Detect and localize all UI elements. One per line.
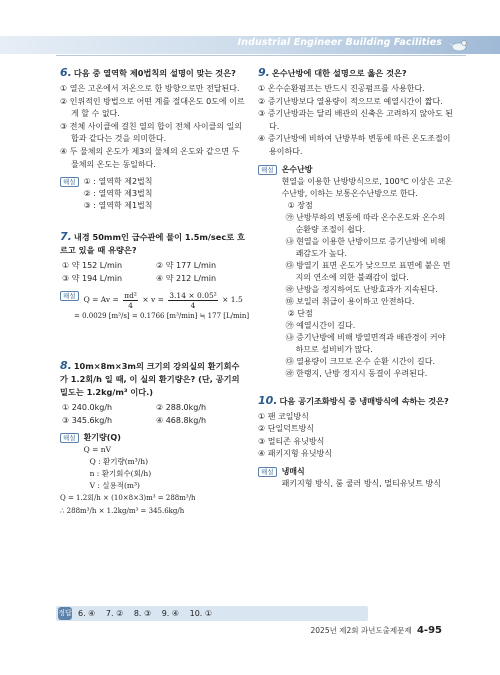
- explanation-line: ㉯ 현열을 이용한 난방이므로 증기난방에 비해 쾌감도가 높다.: [285, 236, 446, 258]
- option[interactable]: ③ 약 194 L/min: [62, 273, 123, 283]
- explanation-line: ③ : 열역학 제1법칙: [83, 201, 153, 211]
- explanation-tag: 해설: [258, 165, 277, 175]
- explanation-line: ㉯ 증기난방에 비해 방열면적과 배관경이 커야 하므로 설비비가 많다.: [285, 332, 446, 354]
- question-6: [60, 66, 246, 212]
- formula-line: Q = Av = $\frac{\text{πd²}}{4}$ × v = $\frac{\text{3.14 × 0.05²}}{4}$ × 1.5: [83, 290, 243, 310]
- header-bar: [0, 36, 500, 54]
- explanation: [258, 164, 454, 380]
- explanation-tag: 해설: [60, 177, 79, 187]
- option[interactable]: ① 팬 코일방식: [258, 411, 309, 421]
- explanation-line: 현열을 이용한 난방방식으로, 100℃ 이상은 고온수난방, 이하는 보통온수난방으로 한다.: [281, 176, 453, 198]
- explanation: [60, 176, 246, 212]
- formula-line: Q : 환기량(m³/h): [89, 457, 149, 467]
- exam-label: 2025년 제2회 과년도출제문제: [310, 626, 412, 635]
- explanation-tag: 해설: [60, 433, 79, 443]
- option[interactable]: ④ 증기난방에 비하여 난방부하 변동에 따른 온도조절이 용이하다.: [258, 134, 451, 156]
- explanation-line: ② 단점: [287, 308, 313, 318]
- option[interactable]: ③ 전체 사이클에 걸친 열의 합이 전체 사이클의 일의 합과 같다는 것을 의미한다.: [60, 121, 243, 144]
- answer-key-tag: 정답: [58, 607, 72, 620]
- options-grid: [60, 402, 246, 427]
- question-9: [258, 66, 454, 380]
- option[interactable]: ④ 패키지형 유닛방식: [258, 449, 333, 459]
- question-title: 8. 10m×8m×3m의 크기의 강의실의 환기회수가 1.2회/h 일 때, 이 실의 환기량은? (단, 공기의 밀도는 1.2kg/m³ 이다.): [60, 358, 240, 397]
- explanation-line: ① : 열역학 제2법칙: [83, 177, 153, 187]
- explanation-line: ① 장점: [287, 200, 313, 210]
- explanation-heading: 온수난방: [281, 164, 313, 174]
- explanation-tag: 해설: [60, 291, 79, 301]
- options-grid: [60, 260, 246, 285]
- answer-item: 10. ①: [189, 609, 213, 618]
- answer-item: 6. ④: [78, 609, 96, 618]
- question-title: 10. 다음 공기조화방식 중 냉매방식에 속하는 것은?: [258, 393, 449, 407]
- option[interactable]: ① 240.0kg/h: [62, 402, 113, 412]
- question-8: [60, 359, 246, 517]
- question-7: [60, 230, 250, 323]
- option[interactable]: ① 약 152 L/min: [62, 261, 123, 271]
- header-divider: [56, 55, 466, 56]
- explanation: [60, 290, 246, 310]
- question-title: 7. 내경 50mm인 급수관에 물이 1.5m/sec로 흐르고 있을 때 유량은?: [60, 230, 245, 256]
- page-footer: [311, 625, 443, 636]
- formula-result: = 0.0029 [m³/s] = 0.1766 [m³/min] ≒ 177 [L/min]: [74, 312, 250, 321]
- formula-line: Q = 1.2회/h × (10×8×3)m³ = 288m³/h: [60, 494, 196, 503]
- option[interactable]: ② 단일덕트방식: [258, 424, 315, 434]
- right-column: [258, 66, 454, 500]
- question-title: 6. 다음 중 열역학 제0법칙의 설명이 맞는 것은?: [60, 66, 236, 79]
- question-10: [258, 394, 454, 490]
- explanation: [258, 466, 454, 490]
- option[interactable]: ② 증기난방보다 열용량이 적으므로 예열시간이 짧다.: [258, 96, 443, 106]
- answer-item: 9. ④: [161, 609, 180, 618]
- formula-line: n : 환기회수(회/h): [89, 469, 152, 479]
- answer-key: [78, 607, 220, 620]
- option[interactable]: ② 인위적인 방법으로 어떤 계를 절대온도 0도에 이르게 할 수 없다.: [60, 96, 245, 119]
- option[interactable]: ③ 멀티존 유닛방식: [258, 436, 325, 446]
- answer-item: 8. ③: [133, 609, 152, 618]
- formula-line: V : 실용적(m³): [89, 481, 140, 491]
- option[interactable]: ③ 증기난방과는 달리 배관의 신축은 고려하지 않아도 된다.: [258, 109, 453, 131]
- explanation-line: ㉱ 한랭지, 난방 정지시 동결이 우려된다.: [285, 368, 428, 378]
- explanation-line: ㉱ 난방을 정지하여도 난방효과가 지속된다.: [285, 284, 438, 294]
- option[interactable]: ① 열은 고온에서 저온으로 한 방향으로만 전달된다.: [60, 84, 240, 93]
- option[interactable]: ④ 두 물체의 온도가 제3의 물체의 온도와 같으면 두 물체의 온도는 동일하다.: [60, 146, 240, 169]
- explanation-line: ㉰ 열용량이 크므로 온수 순환 시간이 길다.: [285, 356, 436, 366]
- answer-item: 7. ②: [105, 609, 124, 618]
- header-title: Industrial Engineer Building Facilities: [237, 37, 442, 48]
- option[interactable]: ④ 약 212 L/min: [156, 273, 217, 283]
- explanation-line: ㉮ 난방부하의 변동에 따라 온수온도와 온수의 순환량 조절이 쉽다.: [285, 212, 446, 234]
- explanation-heading: 환기량(Q): [83, 433, 121, 443]
- explanation-line: ㉲ 보일러 취급이 용이하고 안전하다.: [285, 296, 415, 306]
- formula-line: ∴ 288m³/h × 1.2kg/m³ = 345.6kg/h: [60, 506, 185, 515]
- formula-line: Q = nV: [83, 445, 112, 455]
- explanation: [60, 432, 246, 492]
- option[interactable]: ② 288.0kg/h: [156, 402, 207, 412]
- option[interactable]: ① 온수순환펌프는 반드시 진공펌프를 사용한다.: [258, 84, 425, 93]
- bird-logo-icon: [448, 37, 470, 53]
- explanation-line: ㉮ 예열시간이 길다.: [285, 320, 356, 330]
- left-column: [60, 66, 250, 527]
- explanation-tag: 해설: [258, 467, 277, 477]
- page-number: 4-95: [416, 625, 442, 636]
- option[interactable]: ② 약 177 L/min: [156, 261, 217, 271]
- option[interactable]: ③ 345.6kg/h: [62, 415, 113, 425]
- explanation-heading: 냉매식: [281, 466, 305, 476]
- option[interactable]: ④ 468.8kg/h: [156, 415, 207, 425]
- question-title: 9. 온수난방에 대한 설명으로 옳은 것은?: [258, 66, 407, 79]
- explanation-line: 패키지형 방식, 룸 쿨러 방식, 멀티유닛트 방식: [281, 478, 442, 488]
- explanation-line: ㉰ 방열기 표면 온도가 낮으므로 표면에 붙은 먼지의 연소에 의한 불쾌감이 없다.: [285, 260, 451, 282]
- explanation-line: ② : 열역학 제3법칙: [83, 189, 153, 199]
